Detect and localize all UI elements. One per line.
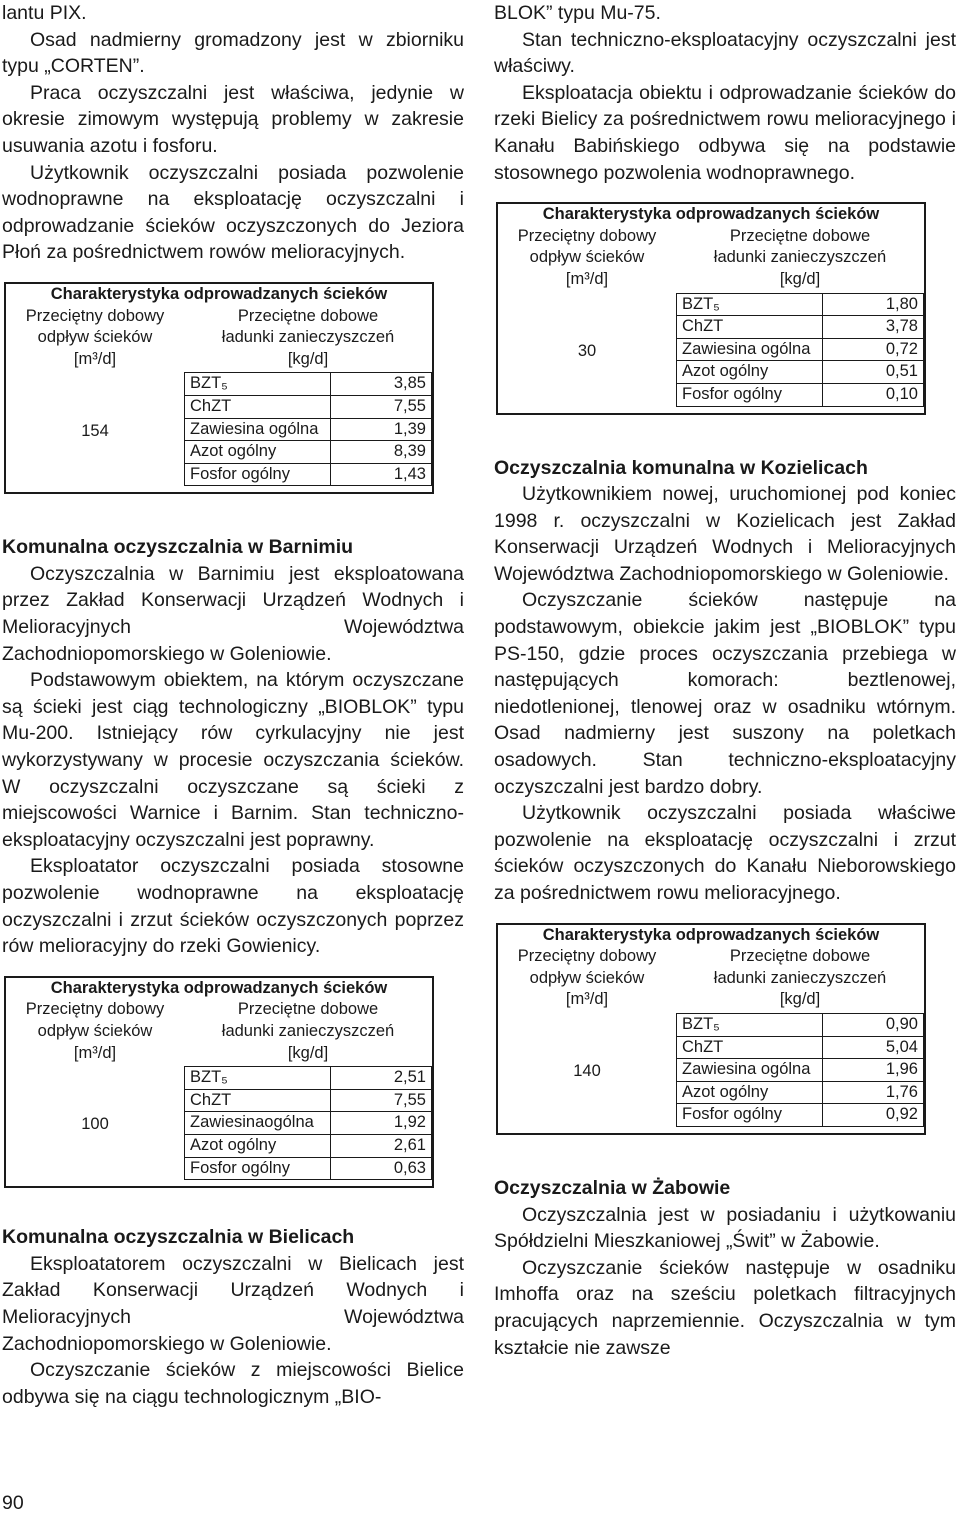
pollutant-name: Zawiesina ogólna bbox=[677, 338, 823, 361]
flow-value: 154 bbox=[81, 421, 109, 440]
table-row bbox=[677, 316, 924, 339]
pollutant-value: 1,96 bbox=[823, 1059, 924, 1082]
paragraph: Praca oczyszczalni jest właściwa, jedynie w okresie zimowym występują problemy w zakresie usuwania azotu i fosforu. bbox=[2, 81, 464, 157]
pollutant-name: Zawiesina ogólna bbox=[185, 418, 331, 441]
flow-header: Przeciętny dobowy odpływ ścieków [m³/d] bbox=[25, 1000, 165, 1062]
right-column bbox=[494, 0, 956, 1361]
flow-header: Przeciętny dobowy odpływ ścieków [m³/d] bbox=[25, 306, 165, 368]
section-heading: Oczyszczalnia komunalna w Kozielicach bbox=[494, 456, 868, 479]
paragraph: lantu PIX. bbox=[2, 2, 87, 24]
table-row bbox=[185, 463, 432, 486]
load-header: Przeciętne dobowe ładunki zanieczyszczeń [kg/d] bbox=[221, 306, 395, 368]
pollutant-value: 2,61 bbox=[331, 1134, 432, 1157]
table-row bbox=[185, 1112, 432, 1135]
load-header: Przeciętne dobowe ładunki zanieczyszczeń [kg/d] bbox=[221, 1000, 395, 1062]
pollutant-name: Fosfor ogólny bbox=[677, 383, 823, 406]
load-header: Przeciętne dobowe ładunki zanieczyszczeń [kg/d] bbox=[713, 226, 887, 288]
paragraph: Eksploatatorem oczyszczalni w Bielicach jest Zakład Konserwacji Urządzeń Wodnych i Melioracyjnych Województwa Zachodniopomorskiego w Goleniowie. bbox=[2, 1252, 464, 1355]
load-table bbox=[184, 1066, 432, 1180]
paragraph: Osad nadmierny gromadzony jest w zbiorniku typu „CORTEN”. bbox=[2, 28, 464, 78]
flow-header: Przeciętny dobowy odpływ ścieków [m³/d] bbox=[517, 226, 657, 288]
pollutant-value: 7,55 bbox=[331, 395, 432, 418]
pollutant-name: BZT₅ bbox=[677, 293, 823, 316]
table-row bbox=[677, 361, 924, 384]
load-table bbox=[676, 1013, 924, 1127]
load-table bbox=[184, 372, 432, 486]
pollutant-name: Azot ogólny bbox=[185, 1134, 331, 1157]
left-column bbox=[2, 0, 464, 1410]
pollutant-name: BZT₅ bbox=[677, 1013, 823, 1036]
table-title: Charakterystyka odprowadzanych ścieków bbox=[542, 925, 880, 944]
pollutant-name: BZT₅ bbox=[185, 1067, 331, 1090]
pollutant-value: 0,63 bbox=[331, 1157, 432, 1180]
pollutant-value: 1,43 bbox=[331, 463, 432, 486]
pollutant-value: 0,51 bbox=[823, 361, 924, 384]
paragraph: Użytkownik oczyszczalni posiada pozwolenie wodnoprawne na eksploatację oczyszczalni i odprowadzanie ścieków oczyszczonych do Jeziora Płoń za pośrednictwem rowów melioracyjnych. bbox=[2, 161, 464, 264]
table-row bbox=[185, 1157, 432, 1180]
pollutant-value: 1,80 bbox=[823, 293, 924, 316]
pollutant-name: Azot ogólny bbox=[185, 441, 331, 464]
table-row bbox=[677, 293, 924, 316]
table-row bbox=[185, 441, 432, 464]
section-heading: Komunalna oczyszczalnia w Barnimiu bbox=[2, 536, 354, 559]
pollutant-name: Fosfor ogólny bbox=[185, 463, 331, 486]
flow-header: Przeciętny dobowy odpływ ścieków [m³/d] bbox=[517, 947, 657, 1009]
paragraph: Oczyszczanie ścieków następuje w osadniku Imhoffa oraz na sześciu poletkach filtracyjnych pracujących naprzemiennie. Oczyszczalnia w tym kształcie nie zawsze bbox=[494, 1256, 956, 1359]
load-header: Przeciętne dobowe ładunki zanieczyszczeń [kg/d] bbox=[713, 947, 887, 1009]
paragraph: Użytkownik oczyszczalni posiada właściwe pozwolenie na eksploatację oczyszczalni i zrzut ścieków oczyszczonych do Kanału Nieborowskiego za pośrednictwem rowu melioracyjnego. bbox=[494, 802, 956, 904]
table-row bbox=[677, 1013, 924, 1036]
pollutant-value: 1,92 bbox=[331, 1112, 432, 1135]
pollutant-name: Zawiesina ogólna bbox=[677, 1059, 823, 1082]
pollutant-value: 1,39 bbox=[331, 418, 432, 441]
paragraph: Eksploatacja obiektu i odprowadzanie ścieków do rzeki Bielicy za pośrednictwem rowu melioracyjnego i Kanału Babińskiego odbywa się na podstawie stosownego pozwolenia wodnoprawnego. bbox=[494, 81, 956, 184]
table-row bbox=[677, 1081, 924, 1104]
paragraph: Oczyszczanie ścieków następuje na podstawowym, obiekcie jakim jest „BIOBLOK” typu PS-150, gdzie proces oczyszczania przebiega w następujących komorach: beztlenowej, niedotlenionej, tlenowej oraz w osadniku wtórnym. Osad nadmierny jest suszony na poletkach osadowych. Stan techniczno-eksploatacyjny oczyszczalni jest bardzo dobry. bbox=[494, 589, 956, 798]
pollutant-value: 7,55 bbox=[331, 1089, 432, 1112]
pollutant-name: ChZT bbox=[185, 1089, 331, 1112]
pollutant-name: ChZT bbox=[185, 395, 331, 418]
effluent-table-4 bbox=[496, 923, 926, 1135]
table-row bbox=[185, 373, 432, 396]
pollutant-value: 0,92 bbox=[823, 1104, 924, 1127]
pollutant-value: 1,76 bbox=[823, 1081, 924, 1104]
paragraph: BLOK” typu Mu-75. bbox=[494, 2, 661, 24]
table-row bbox=[677, 1104, 924, 1127]
table-row bbox=[677, 1036, 924, 1059]
pollutant-name: BZT₅ bbox=[185, 373, 331, 396]
pollutant-name: Azot ogólny bbox=[677, 361, 823, 384]
page-number: 90 bbox=[2, 1492, 24, 1514]
paragraph: Eksploatator oczyszczalni posiada stosowne pozwolenie wodnoprawne na eksploatację oczyszczalni i zrzut ścieków oczyszczonych poprzez rów melioracyjny do rzeki Gowienicy. bbox=[2, 855, 464, 958]
pollutant-value: 5,04 bbox=[823, 1036, 924, 1059]
table-row bbox=[185, 1089, 432, 1112]
table-title: Charakterystyka odprowadzanych ścieków bbox=[542, 205, 880, 224]
pollutant-name: ChZT bbox=[677, 1036, 823, 1059]
pollutant-name: ChZT bbox=[677, 316, 823, 339]
pollutant-value: 3,78 bbox=[823, 316, 924, 339]
paragraph: Oczyszczanie ścieków z miejscowości Bielice odbywa się na ciągu technologicznym „BIO- bbox=[2, 1359, 464, 1408]
pollutant-value: 8,39 bbox=[331, 441, 432, 464]
pollutant-value: 0,10 bbox=[823, 383, 924, 406]
pollutant-name: Fosfor ogólny bbox=[677, 1104, 823, 1127]
table-title: Charakterystyka odprowadzanych ścieków bbox=[50, 284, 388, 303]
pollutant-value: 3,85 bbox=[331, 373, 432, 396]
paragraph: Użytkownikiem nowej, uruchomionej pod koniec 1998 r. oczyszczalni w Kozielicach jest Zakład Konserwacji Urządzeń Wodnych i Melioracyjnych Województwa Zachodniopomorskiego w Goleniowie. bbox=[494, 483, 956, 585]
paragraph: Oczyszczalnia jest w posiadaniu i użytkowaniu Spółdzielni Mieszkaniowej „Świt” w Żabowie. bbox=[494, 1203, 956, 1253]
flow-value: 30 bbox=[577, 341, 597, 360]
paragraph: Podstawowym obiektem, na którym oczyszczane są ścieki jest ciąg technologiczny „BIOBLOK” typu Mu-200. Istniejący rów cyrkulacyjny nie jest wykorzystywany w procesie oczyszczania ścieków. W oczyszczalni oczyszczane są ścieki z miejscowości Warnice i Barnim. Stan techniczno-eksploatacyjny oczyszczalni jest poprawny. bbox=[2, 669, 464, 851]
pollutant-value: 0,90 bbox=[823, 1013, 924, 1036]
pollutant-name: Zawiesinaogólna bbox=[185, 1112, 331, 1135]
table-row bbox=[185, 1067, 432, 1090]
section-heading: Oczyszczalnia w Żabowie bbox=[494, 1176, 731, 1199]
flow-value: 140 bbox=[573, 1062, 601, 1081]
effluent-table-1 bbox=[4, 282, 434, 494]
flow-value: 100 bbox=[81, 1115, 109, 1134]
pollutant-name: Azot ogólny bbox=[677, 1081, 823, 1104]
table-row bbox=[677, 1059, 924, 1082]
paragraph: Oczyszczalnia w Barnimiu jest eksploatowana przez Zakład Konserwacji Urządzeń Wodnych i Melioracyjnych Województwa Zachodniopomorskiego w Goleniowie. bbox=[2, 562, 464, 665]
pollutant-value: 0,72 bbox=[823, 338, 924, 361]
table-row bbox=[185, 395, 432, 418]
pollutant-name: Fosfor ogólny bbox=[185, 1157, 331, 1180]
load-table bbox=[676, 293, 924, 407]
effluent-table-2 bbox=[4, 976, 434, 1188]
table-row bbox=[185, 1134, 432, 1157]
paragraph: Stan techniczno-eksploatacyjny oczyszczalni jest właściwy. bbox=[494, 28, 956, 78]
pollutant-value: 2,51 bbox=[331, 1067, 432, 1090]
table-row bbox=[677, 383, 924, 406]
section-heading: Komunalna oczyszczalnia w Bielicach bbox=[2, 1226, 355, 1249]
table-row bbox=[677, 338, 924, 361]
table-row bbox=[185, 418, 432, 441]
effluent-table-3 bbox=[496, 202, 926, 414]
table-title: Charakterystyka odprowadzanych ścieków bbox=[50, 978, 388, 997]
